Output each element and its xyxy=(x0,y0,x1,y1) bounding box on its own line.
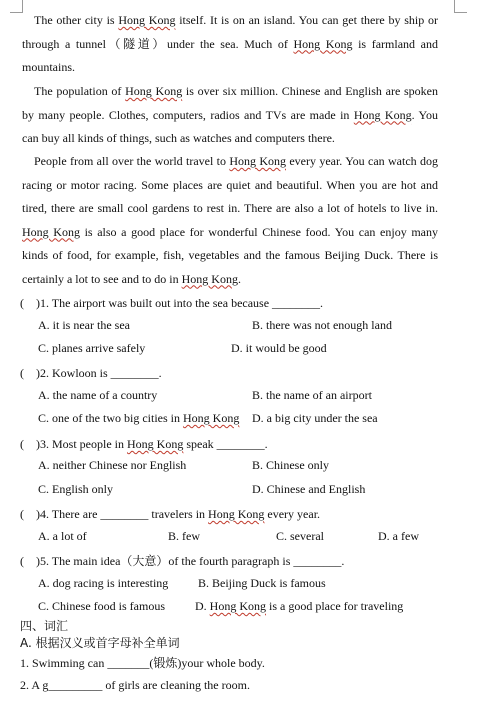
passage-line: can buy all kinds of things, such as watches and computers there. xyxy=(22,131,335,145)
question-2-option-b: B. the name of an airport xyxy=(252,388,372,402)
spellcheck-underline: Hong Kong xyxy=(22,224,80,239)
section-subheading-a: A. 根据汉义或首字母补全单词 xyxy=(20,636,180,650)
question-5-option-a: A. dog racing is interesting xyxy=(38,576,169,590)
crop-mark-top-right xyxy=(454,0,467,13)
passage-line: Hong Kong is also a good place for wonderful Chinese food. You can enjoy many xyxy=(22,224,438,239)
question-4-option-d: D. a few xyxy=(378,529,419,543)
passage-line: through a tunnel（隧道）under the sea. Much of Hong Kong is farmland and xyxy=(22,36,438,51)
spellcheck-underline: Hong Kong xyxy=(229,154,286,168)
question-2-stem: ( )2. Kowloon is ________. xyxy=(20,366,162,380)
question-4-stem: ( )4. There are ________ travelers in Hong Kong every year. xyxy=(20,507,321,521)
question-5-option-d: D. Hong Kong is a good place for traveling xyxy=(195,599,404,613)
passage-line: certainly a lot to see and to do in Hong Kong. xyxy=(22,271,241,286)
passage-paragraph-3 xyxy=(22,150,438,291)
spellcheck-underline: Hong Kong xyxy=(208,507,265,521)
passage-line: kinds of food, for example, fish, vegetables and the famous Beijing Duck. There is xyxy=(22,248,438,262)
passage-line: by many people. Clothes, computers, radios and TVs are made in Hong Kong. You xyxy=(22,107,439,122)
question-3-stem: ( )3. Most people in Hong Kong speak ________. xyxy=(20,437,268,451)
question-2-option-a: A. the name of a country xyxy=(38,388,158,402)
question-5-option-b: B. Beijing Duck is famous xyxy=(198,576,326,590)
spellcheck-underline: Hong Kong xyxy=(118,13,176,27)
vocab-item-1: 1. Swimming can _______(锻炼)your whole body. xyxy=(20,656,265,670)
passage-line: People from all over the world travel to Hong Kong every year. You can watch dog xyxy=(34,154,438,168)
question-1-option-a: A. it is near the sea xyxy=(38,318,130,332)
vocab-item-2: 2. A g_________ of girls are cleaning the room. xyxy=(20,678,250,692)
question-3-option-b: B. Chinese only xyxy=(252,458,329,472)
question-1-stem: ( )1. The airport was built out into the sea because ________. xyxy=(20,296,324,310)
passage-paragraph-1 xyxy=(22,9,438,80)
question-4-option-a: A. a lot of xyxy=(38,529,87,543)
passage-line: racing or motor racing. Some places are quiet and beautiful. When you are hot and xyxy=(22,177,438,192)
question-3-option-a: A. neither Chinese nor English xyxy=(38,458,187,472)
question-1-option-b: B. there was not enough land xyxy=(252,318,392,332)
section-heading-vocab: 四、词汇 xyxy=(20,619,69,633)
question-4-option-c: C. several xyxy=(276,529,324,543)
question-3-option-d: D. Chinese and English xyxy=(252,482,366,496)
passage-line: mountains. xyxy=(22,60,75,74)
spellcheck-underline: Hong Kong xyxy=(125,84,183,98)
passage-paragraph-2 xyxy=(22,80,438,151)
spellcheck-underline: Hong Kong xyxy=(181,271,238,286)
passage-line: tired, there are small cool gardens to rest in. There are also a lot of hotels to live in. xyxy=(22,201,438,215)
spellcheck-underline: Hong Kong xyxy=(182,411,240,425)
question-1-option-d: D. it would be good xyxy=(231,341,327,355)
question-2-option-d: D. a big city under the sea xyxy=(252,411,378,425)
spellcheck-underline: Hong Kong xyxy=(127,437,184,451)
passage-line: The population of Hong Kong is over six million. Chinese and English are spoken xyxy=(34,84,438,98)
spellcheck-underline: Hong Kong xyxy=(353,107,412,122)
question-5-option-c: C. Chinese food is famous xyxy=(38,599,165,613)
question-3-option-c: C. English only xyxy=(38,482,114,496)
question-2-option-c: C. one of the two big cities in Hong Kong xyxy=(38,411,240,425)
question-1-option-c: C. planes arrive safely xyxy=(38,341,146,355)
question-5-stem: ( )5. The main idea（大意）of the fourth paragraph is ________. xyxy=(20,554,345,568)
question-4-option-b: B. few xyxy=(168,529,200,543)
spellcheck-underline: Hong Kong xyxy=(209,599,267,613)
spellcheck-underline: Hong Kong xyxy=(293,36,353,51)
passage-line: The other city is Hong Kong itself. It is on an island. You can get there by ship or xyxy=(34,13,438,27)
